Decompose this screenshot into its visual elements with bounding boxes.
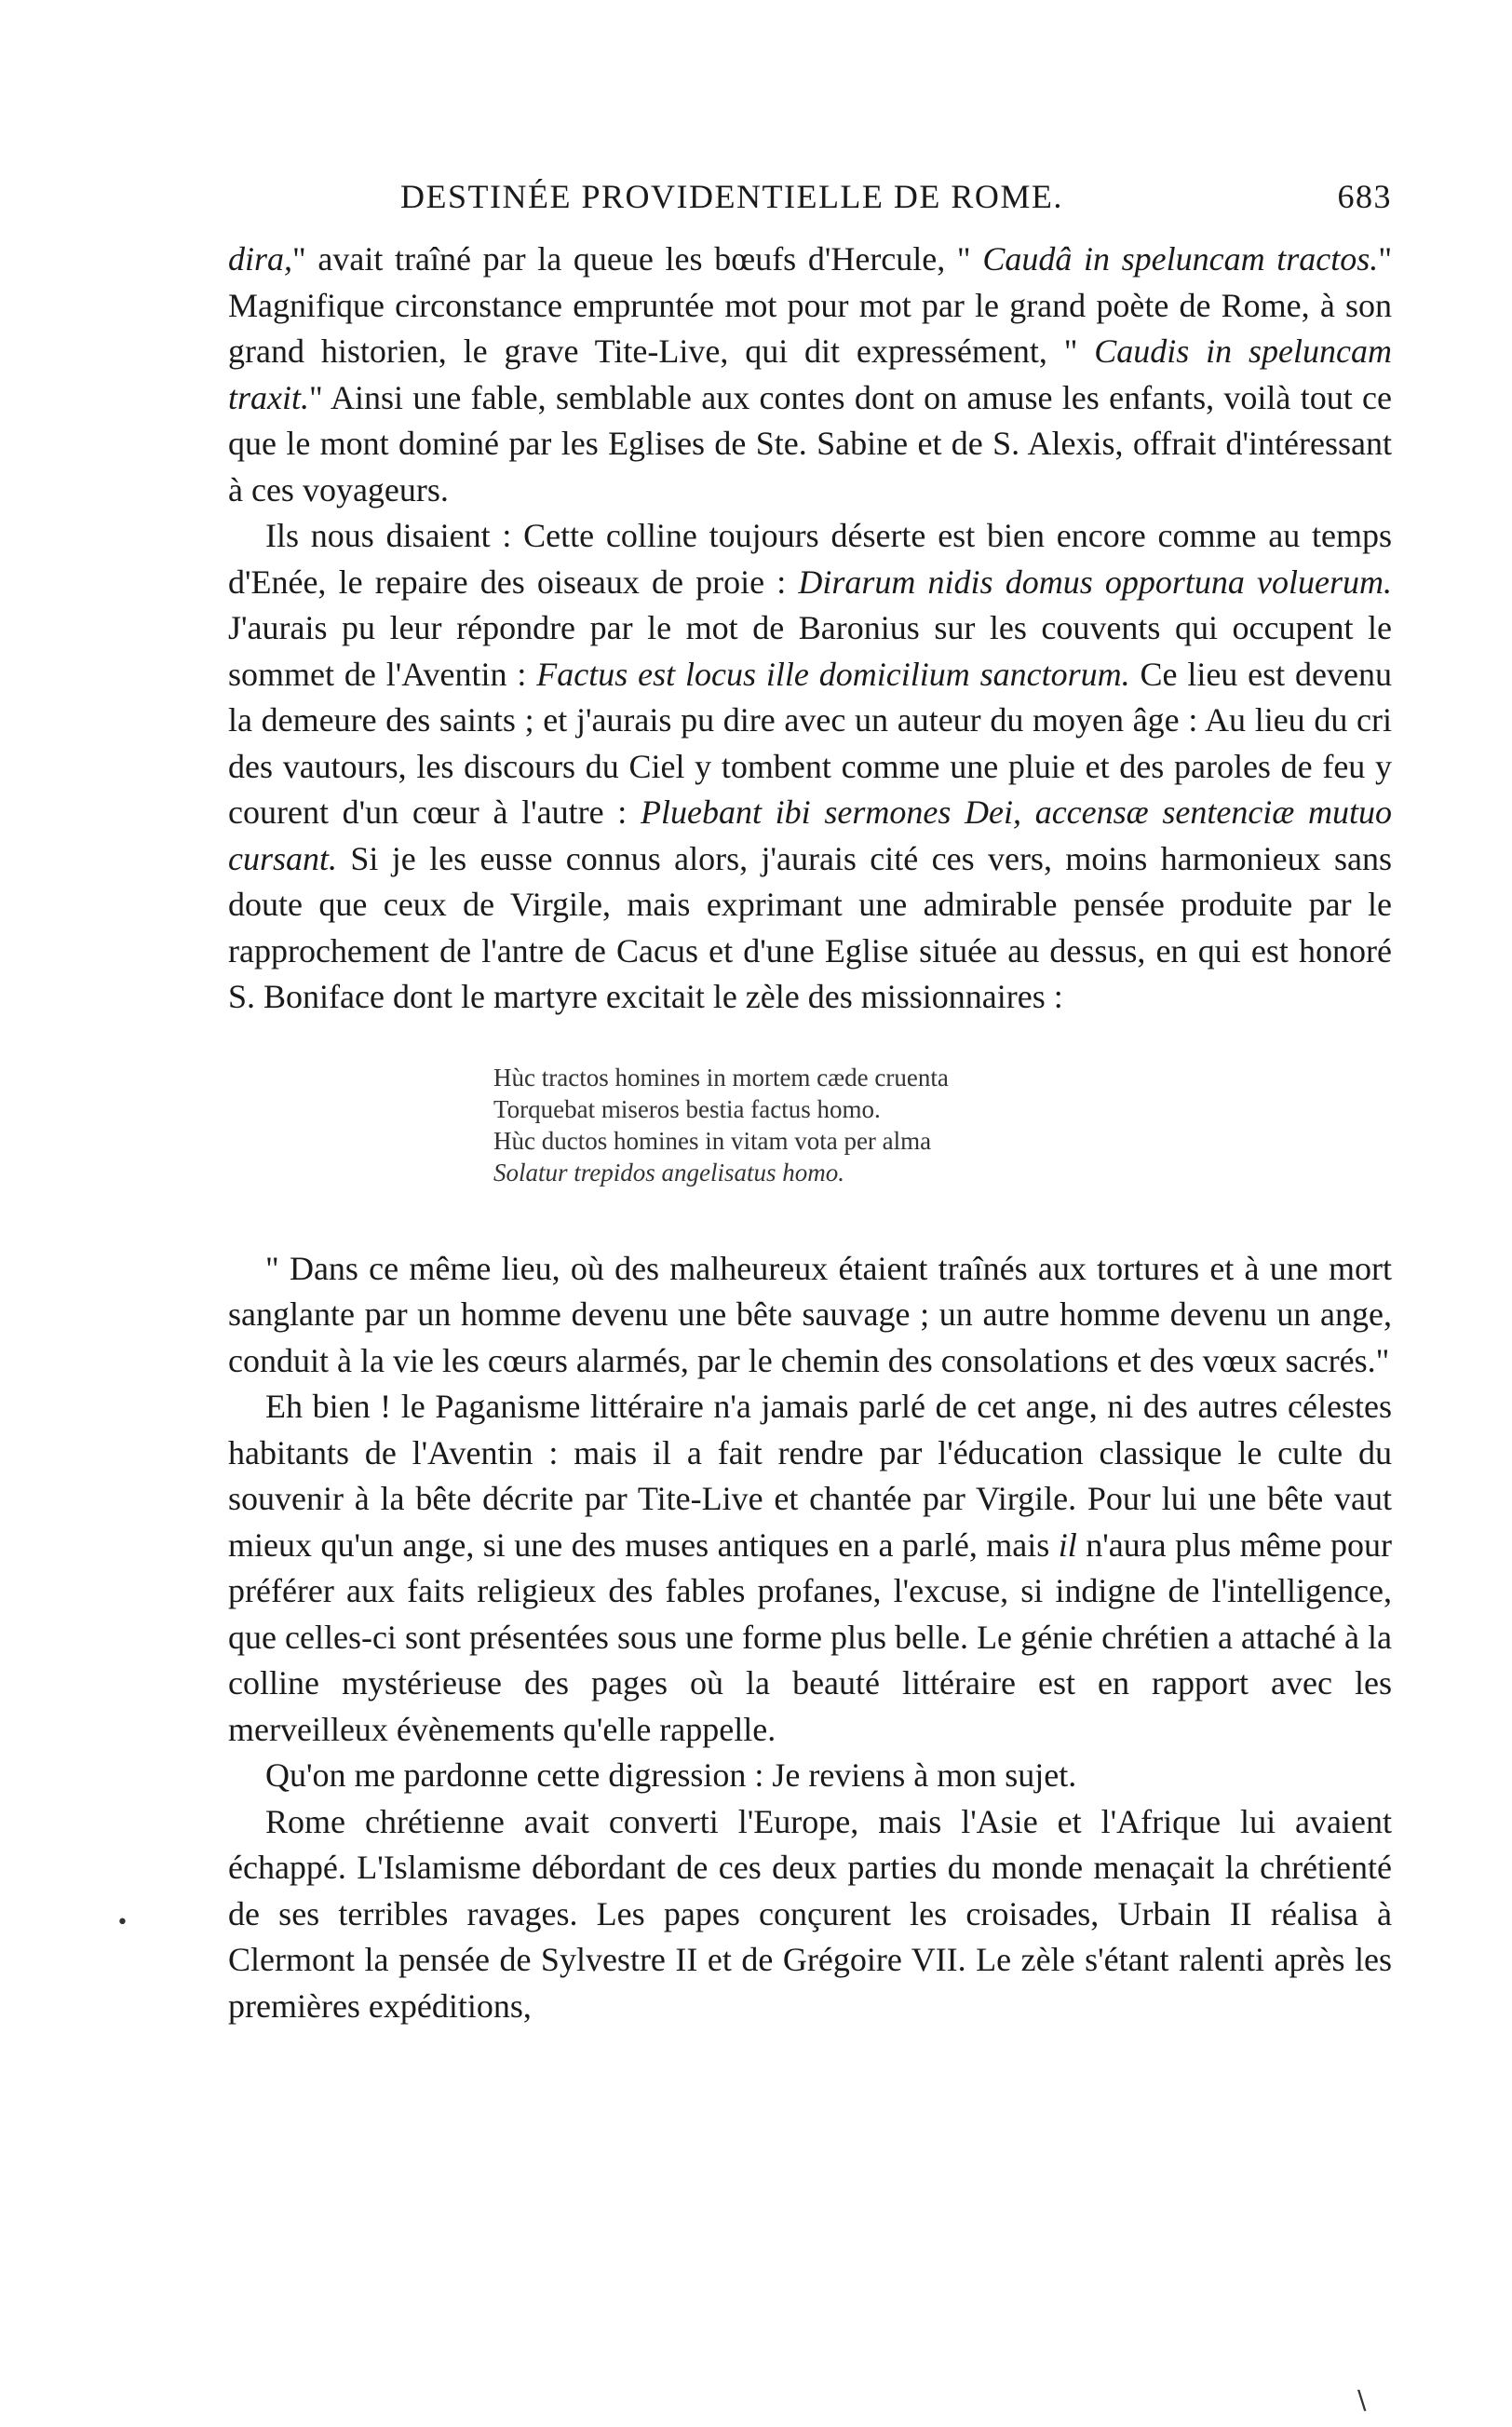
p1-text-1: " avait traîné par la queue les bœufs d'Hercule, " xyxy=(292,240,983,278)
p2-text-2: J'aurais pu leur répondre par le mot de Baronius sur les couvents qui occupent le sommet de l'Aventin : xyxy=(228,609,1392,693)
p2-italic-1: Dirarum nidis domus opportuna voluerum. xyxy=(798,563,1392,601)
p1-italic-1: dira, xyxy=(228,240,293,278)
paragraph-1 xyxy=(228,237,1392,513)
running-title: DESTINÉE PROVIDENTIELLE DE ROME. xyxy=(400,178,1063,215)
p4-text-1: Eh bien ! le Paganisme littéraire n'a jamais parlé de cet ange, ni des autres célestes habitants de l'Aventin : mais il a fait rendre par l'éducation classique le culte du souvenir à la bête décrite par Tite-Live et chantée par Virgile. Pour lui une bête vaut mieux qu'un ange, si une des muses antiques en a parlé, mais xyxy=(228,1388,1392,1564)
p2-italic-2: Factus est locus ille domicilium sanctorum. xyxy=(536,655,1130,693)
p2-text-3: Ce lieu est devenu la demeure des saints ; et j'aurais pu dire avec un auteur du moyen âge : Au lieu du cri des vautours, les discours du Ciel y tombent comme une pluie et des paroles de feu y courent d'un cœur à l'autre : xyxy=(228,655,1392,831)
p3-text-1: " Dans ce même lieu, où des malheureux étaient traînés aux tortures et à une mort sanglante par un homme devenu une bête sauvage ; un autre homme devenu un ange, conduit à la vie les cœurs alarmés, par le chemin des consolations et des vœux sacrés." xyxy=(228,1249,1392,1379)
paragraph-3 xyxy=(228,1246,1392,1385)
p2-text-4: Si je les eusse connus alors, j'aurais cité ces vers, moins harmonieux sans doute que ceux de Virgile, mais exprimant une admirable pensée produite par le rapprochement de l'antre de Cacus et d'une Eglise située au dessus, en qui est honoré S. Boniface dont le martyre excitait le zèle des missionnaires : xyxy=(228,839,1392,1015)
p1-text-3: " Ainsi une fable, semblable aux contes dont on amuse les enfants, voilà tout ce que le mont dominé par les Eglises de Ste. Sabine et de S. Alexis, offrait d'intéressant à ces voyageurs. xyxy=(228,378,1392,508)
verse-line-1: Hùc tractos homines in mortem cæde cruenta xyxy=(493,1063,949,1091)
verse-line-4: Solatur trepidos angelisatus homo. xyxy=(493,1158,845,1186)
p2-italic-3: Pluebant ibi sermones Dei, accensæ sentenciæ mutuo cursant. xyxy=(228,793,1392,877)
verse-line-2: Torquebat miseros bestia factus homo. xyxy=(493,1094,881,1123)
paragraph-2 xyxy=(228,513,1392,1021)
p4-italic-1: il xyxy=(1058,1525,1077,1564)
page-number: 683 xyxy=(1337,178,1392,215)
paragraph-4 xyxy=(228,1384,1392,1753)
p4-text-2: n'aura plus même pour préférer aux faits religieux des fables profanes, l'excuse, si indigne de l'intelligence, que celles-ci sont présentées sous une forme plus belle. Le génie chrétien a attaché à la colline mystérieuse des pages où la beauté littéraire est en rapport avec les merveilleux évènements qu'elle rappelle. xyxy=(228,1525,1392,1748)
running-head xyxy=(228,177,1392,224)
book-page xyxy=(228,177,1392,2029)
verse-line-3: Hùc ductos homines in vitam vota per alma xyxy=(493,1126,932,1155)
latin-verse xyxy=(493,1062,1392,1188)
corner-stray-mark: \ xyxy=(1357,2384,1367,2415)
p1-italic-2: Caudâ in speluncam tractos. xyxy=(982,240,1379,278)
p1-italic-3: Caudis in speluncam traxit. xyxy=(228,332,1392,416)
paragraph-6 xyxy=(228,1799,1392,2030)
p6-text-1: Rome chrétienne avait converti l'Europe, mais l'Asie et l'Afrique lui avaient échappé. L'Islamisme débordant de ces deux parties du monde menaçait la chrétienté de ses terribles ravages. Les papes conçurent les croisades, Urbain II réalisa à Clermont la pensée de Sylvestre II et de Grégoire VII. Le zèle s'étant ralenti après les premières expéditions, xyxy=(228,1802,1392,2025)
p1-text-2: " Magnifique circonstance empruntée mot pour mot par le grand poète de Rome, à son grand historien, le grave Tite-Live, qui dit expressément, " xyxy=(228,240,1393,370)
p2-text-1: Ils nous disaient : Cette colline toujours déserte est bien encore comme au temps d'Enée, le repaire des oiseaux de proie : xyxy=(228,517,1392,601)
paragraph-5 xyxy=(228,1753,1392,1799)
p5-text-1: Qu'on me pardonne cette digression : Je reviens à mon sujet. xyxy=(265,1756,1077,1794)
margin-bullet-mark: • xyxy=(116,1911,128,1934)
